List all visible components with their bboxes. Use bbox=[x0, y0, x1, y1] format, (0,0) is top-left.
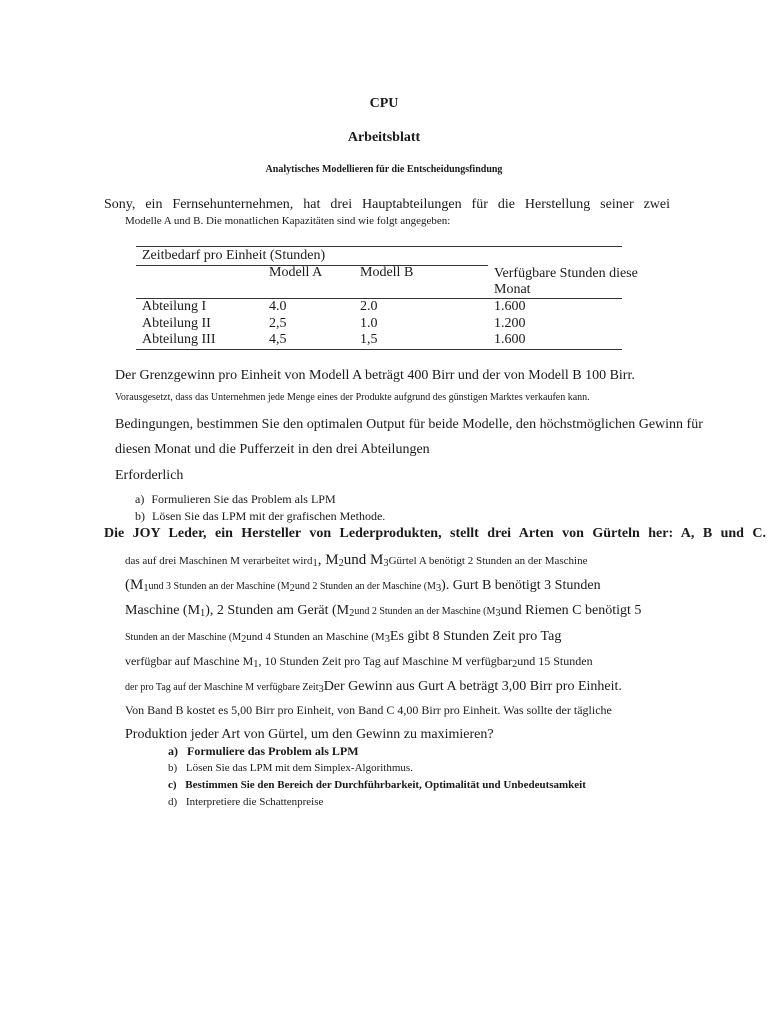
task-marker: c) bbox=[168, 779, 177, 791]
table-cell-available: 1.200 bbox=[494, 316, 526, 331]
subscript: 1 bbox=[143, 583, 149, 595]
required-label: Erforderlich bbox=[115, 468, 184, 483]
text-run: Der Gewinn aus Gurt A beträgt 3,00 Birr pro Einheit. bbox=[323, 679, 622, 694]
text-run: Stunden an der Maschine (M bbox=[125, 632, 242, 643]
text-run: verfügbar auf Maschine M bbox=[125, 654, 254, 668]
text-run: und 15 Stunden bbox=[517, 654, 593, 668]
problem2-text-line8: Produktion jeder Art von Gürtel, um den Gewinn zu maximieren? bbox=[125, 727, 494, 742]
table-cell-model-a: 2,5 bbox=[269, 316, 287, 331]
table-cell-dept: Abteilung I bbox=[142, 299, 207, 314]
text-run: Gürtel A benötigt 2 Stunden an der Maschine bbox=[388, 555, 588, 567]
text-run: der pro Tag auf der Maschine M verfügbare Zeit bbox=[125, 682, 319, 693]
subscript: 3 bbox=[435, 583, 442, 595]
table-header-available-2: Monat bbox=[494, 282, 531, 297]
table-top-rule bbox=[136, 246, 622, 247]
text-run: , M bbox=[317, 552, 339, 568]
conditions-text-line2: diesen Monat und die Pufferzeit in den drei Abteilungen bbox=[115, 442, 430, 457]
subscript: 1 bbox=[200, 608, 206, 620]
task-text: Bestimmen Sie den Bereich der Durchführbarkeit, Optimalität und Unbedeutsamkeit bbox=[185, 779, 586, 791]
problem2-text-line4 bbox=[125, 627, 561, 645]
table-cell-available: 1.600 bbox=[494, 299, 526, 314]
table-group-header: Zeitbedarf pro Einheit (Stunden) bbox=[142, 248, 326, 263]
problem2-task-list-item bbox=[168, 762, 413, 774]
subscript: 2 bbox=[338, 558, 344, 570]
text-run: und M bbox=[343, 552, 384, 568]
problem2-text-line1 bbox=[125, 551, 587, 569]
task-marker: b) bbox=[135, 509, 145, 523]
problem1-task-list-item bbox=[135, 509, 385, 524]
table-header-model-a: Modell A bbox=[269, 265, 323, 280]
course-title: CPU bbox=[369, 96, 399, 111]
assumption-text: Vorausgesetzt, dass das Unternehmen jede Menge eines der Produkte aufgrund des günstigen Marktes verkaufen kann. bbox=[115, 392, 590, 403]
problem2-heading: Die JOY Leder, ein Hersteller von Lederprodukten, stellt drei Arten von Gürteln her: A, B und C. bbox=[104, 526, 766, 541]
text-run: ), 2 Stunden am Gerät (M bbox=[205, 603, 350, 618]
subscript: 1 bbox=[312, 558, 318, 570]
subscript: 2 bbox=[289, 583, 295, 595]
subscript: 3 bbox=[495, 608, 501, 620]
worksheet-subtitle: Analytisches Modellieren für die Entscheidungsfindung bbox=[265, 164, 503, 175]
table-cell-model-b: 2.0 bbox=[360, 299, 378, 314]
text-run: ). Gurt B benötigt 3 Stunden bbox=[441, 578, 601, 593]
text-run: und 2 Stunden an der Maschine (M bbox=[294, 581, 436, 592]
text-run: und 2 Stunden an der Maschine (M bbox=[354, 606, 496, 617]
text-run: und Riemen C benötigt 5 bbox=[500, 603, 642, 618]
text-run: das auf drei Maschinen M verarbeitet wird bbox=[125, 555, 313, 567]
subscript: 3 bbox=[383, 558, 389, 570]
text-run: und 4 Stunden an Maschine (M bbox=[246, 631, 385, 643]
subscript: 1 bbox=[253, 659, 259, 671]
problem2-text-line6 bbox=[125, 677, 622, 695]
subscript: 3 bbox=[384, 634, 390, 646]
table-cell-dept: Abteilung III bbox=[142, 332, 216, 347]
table-cell-model-a: 4.0 bbox=[269, 299, 287, 314]
subscript: 2 bbox=[241, 634, 247, 646]
text-run: , 10 Stunden Zeit pro Tag auf Maschine M verfügbar bbox=[258, 654, 513, 668]
table-header-rule bbox=[136, 298, 622, 299]
task-marker: d) bbox=[168, 796, 178, 808]
table-cell-dept: Abteilung II bbox=[142, 316, 211, 331]
problem1-intro-line1: Sony, ein Fernsehunternehmen, hat drei Hauptabteilungen für die Herstellung seiner zwei bbox=[104, 197, 670, 212]
table-header-available-1: Verfügbare Stunden diese bbox=[494, 266, 638, 281]
problem2-text-line3 bbox=[125, 601, 641, 619]
task-text: Formulieren Sie das Problem als LPM bbox=[151, 492, 336, 506]
problem2-task-list-item bbox=[168, 744, 359, 759]
problem2-task-list-item bbox=[168, 796, 323, 808]
task-marker: a) bbox=[168, 744, 178, 758]
conditions-text-line1: Bedingungen, bestimmen Sie den optimalen Output für beide Modelle, den höchstmöglichen Gewinn für bbox=[115, 417, 703, 432]
text-run: Maschine (M bbox=[125, 603, 201, 618]
profit-text: Der Grenzgewinn pro Einheit von Modell A beträgt 400 Birr und der von Modell B 100 Birr. bbox=[115, 368, 635, 383]
problem2-text-line5 bbox=[125, 652, 593, 670]
problem2-text-line7: Von Band B kostet es 5,00 Birr pro Einheit, von Band C 4,00 Birr pro Einheit. Was sollte der tägliche bbox=[125, 703, 612, 717]
subscript: 2 bbox=[512, 659, 518, 671]
table-cell-model-b: 1.0 bbox=[360, 316, 378, 331]
text-run: (M bbox=[125, 577, 144, 593]
problem1-intro-line2: Modelle A und B. Die monatlichen Kapazitäten sind wie folgt angegeben: bbox=[125, 215, 451, 227]
task-text: Interpretiere die Schattenpreise bbox=[185, 796, 324, 808]
task-marker: a) bbox=[135, 492, 145, 506]
text-run: und 3 Stunden an der Maschine (M bbox=[148, 581, 290, 592]
problem2-text-line2 bbox=[125, 576, 601, 594]
table-cell-model-b: 1,5 bbox=[360, 332, 378, 347]
worksheet-title: Arbeitsblatt bbox=[347, 130, 421, 145]
subscript: 2 bbox=[349, 608, 355, 620]
problem1-task-list-item bbox=[135, 492, 336, 507]
table-cell-model-a: 4,5 bbox=[269, 332, 287, 347]
task-marker: b) bbox=[168, 762, 178, 774]
task-text: Formuliere das Problem als LPM bbox=[187, 744, 359, 758]
text-run: Es gibt 8 Stunden Zeit pro Tag bbox=[389, 629, 562, 644]
table-cell-available: 1.600 bbox=[494, 332, 526, 347]
subscript: 3 bbox=[318, 684, 324, 696]
task-text: Lösen Sie das LPM mit der grafischen Methode. bbox=[152, 509, 386, 523]
task-text: Lösen Sie das LPM mit dem Simplex-Algorithmus. bbox=[185, 762, 413, 774]
problem2-task-list-item bbox=[168, 779, 586, 791]
table-header-model-b: Modell B bbox=[360, 265, 414, 280]
table-bottom-rule bbox=[136, 349, 622, 350]
